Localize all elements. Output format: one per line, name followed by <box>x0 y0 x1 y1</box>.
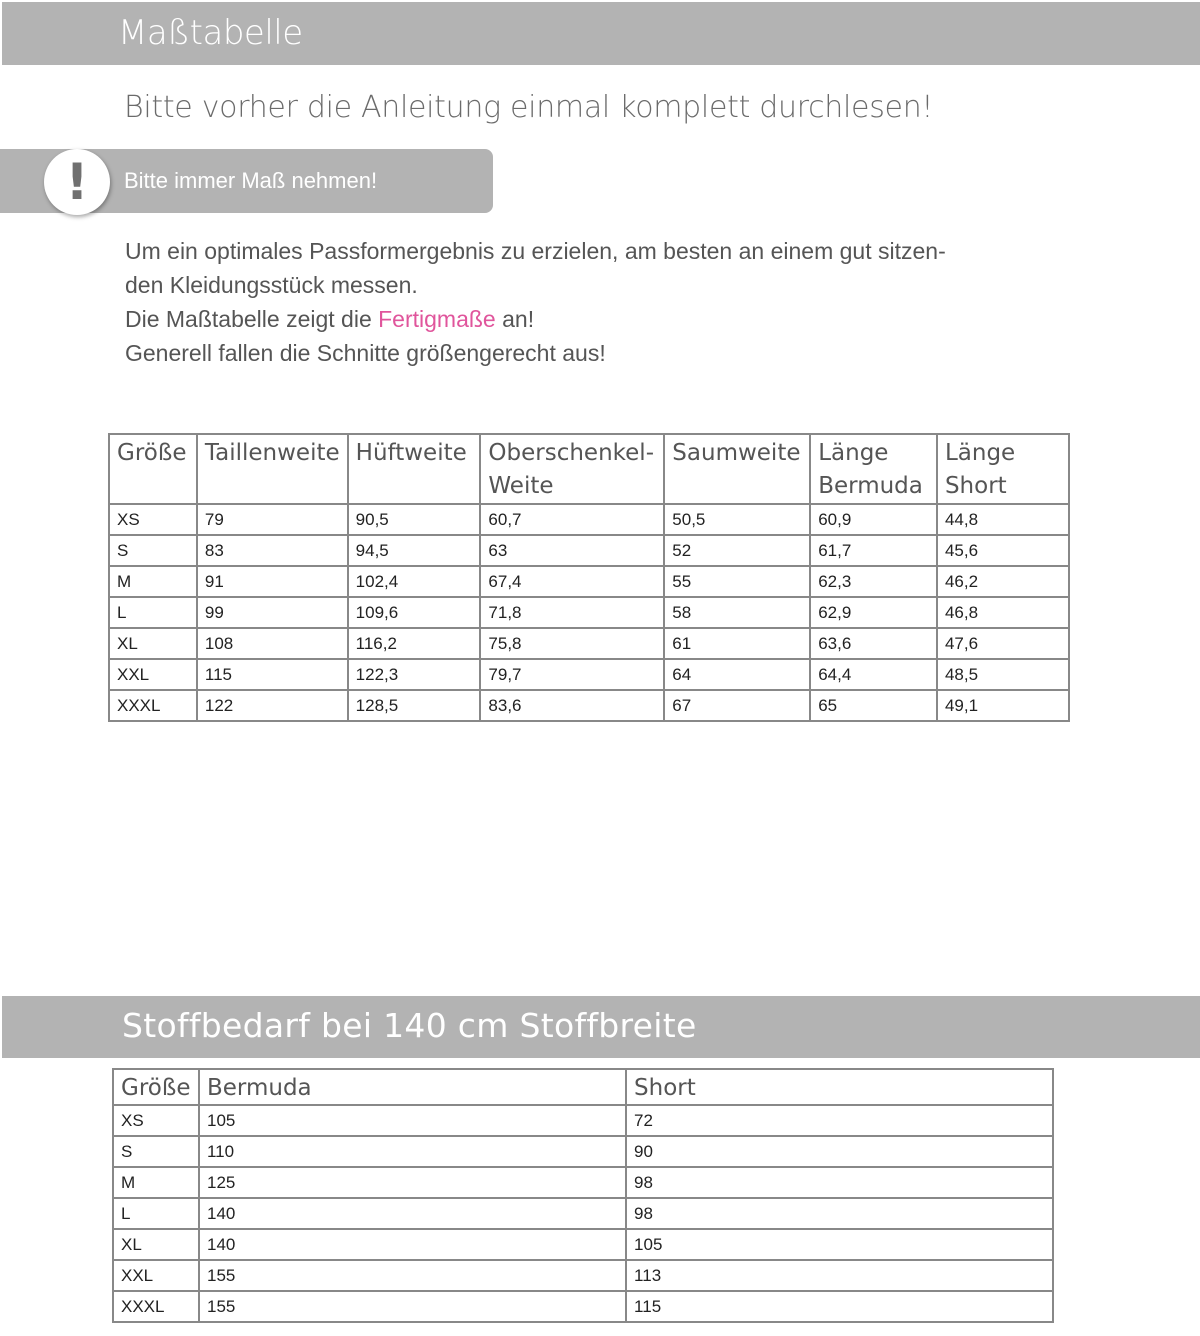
table-cell: 61 <box>664 628 810 659</box>
table-row <box>109 597 1069 628</box>
table-cell: 60,7 <box>480 504 664 535</box>
table-cell: 72 <box>626 1105 1053 1136</box>
table-cell: 64,4 <box>810 659 937 690</box>
table-cell: XS <box>113 1105 199 1136</box>
table-cell: 62,3 <box>810 566 937 597</box>
table-row <box>109 535 1069 566</box>
table-row <box>113 1136 1053 1167</box>
exclamation-icon: ! <box>44 149 110 215</box>
table-cell: 50,5 <box>664 504 810 535</box>
table-cell: 90 <box>626 1136 1053 1167</box>
measurement-table <box>108 433 1070 722</box>
table-cell: 105 <box>626 1229 1053 1260</box>
table-cell: 65 <box>810 690 937 721</box>
table-row <box>109 504 1069 535</box>
table-cell: 45,6 <box>937 535 1069 566</box>
table-cell: L <box>109 597 197 628</box>
table-row <box>109 659 1069 690</box>
table-cell: 46,2 <box>937 566 1069 597</box>
table-cell: XL <box>113 1229 199 1260</box>
table-row <box>113 1260 1053 1291</box>
table-cell: 94,5 <box>348 535 481 566</box>
table-cell: XXL <box>109 659 197 690</box>
table-cell: 99 <box>197 597 348 628</box>
table-cell: 46,8 <box>937 597 1069 628</box>
table-cell: 128,5 <box>348 690 481 721</box>
table-cell: 48,5 <box>937 659 1069 690</box>
fabric-table <box>112 1068 1054 1323</box>
column-header: Taillenweite <box>197 434 348 504</box>
intro-text: Bitte vorher die Anleitung einmal komplett durchlesen! <box>124 90 934 125</box>
highlight-text: Fertigmaße <box>378 306 496 332</box>
table-row <box>109 628 1069 659</box>
table-cell: 155 <box>199 1291 626 1322</box>
table-cell: 105 <box>199 1105 626 1136</box>
table-cell: 115 <box>626 1291 1053 1322</box>
instructions <box>125 234 1055 370</box>
table-cell: 116,2 <box>348 628 481 659</box>
table-cell: XXXL <box>109 690 197 721</box>
column-header: Saumweite <box>664 434 810 504</box>
table-cell: 75,8 <box>480 628 664 659</box>
table-row <box>113 1105 1053 1136</box>
table-cell: 140 <box>199 1229 626 1260</box>
table-row <box>113 1229 1053 1260</box>
page-title: Maßtabelle <box>118 13 303 53</box>
table-cell: S <box>113 1136 199 1167</box>
instruction-line <box>125 302 1055 336</box>
table-cell: 110 <box>199 1136 626 1167</box>
table-cell: 44,8 <box>937 504 1069 535</box>
table-cell: XXL <box>113 1260 199 1291</box>
table-cell: 60,9 <box>810 504 937 535</box>
instruction-line: Generell fallen die Schnitte größengerecht aus! <box>125 340 606 366</box>
table-cell: 91 <box>197 566 348 597</box>
instruction-text: Die Maßtabelle zeigt die <box>125 306 379 332</box>
table-cell: 67 <box>664 690 810 721</box>
table-cell: XS <box>109 504 197 535</box>
table-cell: 109,6 <box>348 597 481 628</box>
table-cell: 125 <box>199 1167 626 1198</box>
table-cell: 98 <box>626 1167 1053 1198</box>
table-header-row <box>109 434 1069 504</box>
table-cell: 122 <box>197 690 348 721</box>
column-header: Länge Short <box>937 434 1069 504</box>
table-row <box>109 566 1069 597</box>
table-header-row <box>113 1069 1053 1105</box>
column-header: Größe <box>113 1069 199 1105</box>
column-header: Bermuda <box>199 1069 626 1105</box>
table-cell: XXXL <box>113 1291 199 1322</box>
table-cell: 63,6 <box>810 628 937 659</box>
table-row <box>113 1198 1053 1229</box>
instruction-line: den Kleidungsstück messen. <box>125 272 418 298</box>
table-cell: 98 <box>626 1198 1053 1229</box>
table-cell: 71,8 <box>480 597 664 628</box>
table-cell: 58 <box>664 597 810 628</box>
table-cell: 140 <box>199 1198 626 1229</box>
table-cell: 63 <box>480 535 664 566</box>
table-cell: 155 <box>199 1260 626 1291</box>
column-header: Länge Bermuda <box>810 434 937 504</box>
instruction-text: an! <box>495 306 535 332</box>
table-row <box>113 1167 1053 1198</box>
table-row <box>109 690 1069 721</box>
table-cell: M <box>109 566 197 597</box>
page-title-banner <box>2 2 1200 65</box>
table-cell: 79 <box>197 504 348 535</box>
table-row <box>113 1291 1053 1322</box>
fabric-title-banner <box>2 996 1200 1058</box>
table-cell: 47,6 <box>937 628 1069 659</box>
table-cell: 113 <box>626 1260 1053 1291</box>
table-cell: 49,1 <box>937 690 1069 721</box>
table-cell: XL <box>109 628 197 659</box>
table-cell: M <box>113 1167 199 1198</box>
table-cell: 102,4 <box>348 566 481 597</box>
column-header: Oberschenkel- Weite <box>480 434 664 504</box>
table-cell: 83,6 <box>480 690 664 721</box>
table-cell: S <box>109 535 197 566</box>
column-header: Short <box>626 1069 1053 1105</box>
table-cell: 115 <box>197 659 348 690</box>
column-header: Hüftweite <box>348 434 481 504</box>
table-cell: 61,7 <box>810 535 937 566</box>
table-cell: 55 <box>664 566 810 597</box>
table-cell: 83 <box>197 535 348 566</box>
table-cell: 64 <box>664 659 810 690</box>
table-cell: 90,5 <box>348 504 481 535</box>
instruction-line: Um ein optimales Passformergebnis zu erzielen, am besten an einem gut sitzen- <box>125 238 946 264</box>
table-cell: 122,3 <box>348 659 481 690</box>
table-cell: 62,9 <box>810 597 937 628</box>
table-cell: 67,4 <box>480 566 664 597</box>
column-header: Größe <box>109 434 197 504</box>
table-cell: 52 <box>664 535 810 566</box>
warning-text: Bitte immer Maß nehmen! <box>124 168 378 193</box>
table-cell: 108 <box>197 628 348 659</box>
fabric-title: Stoffbedarf bei 140 cm Stoffbreite <box>122 1006 697 1045</box>
table-cell: L <box>113 1198 199 1229</box>
table-cell: 79,7 <box>480 659 664 690</box>
